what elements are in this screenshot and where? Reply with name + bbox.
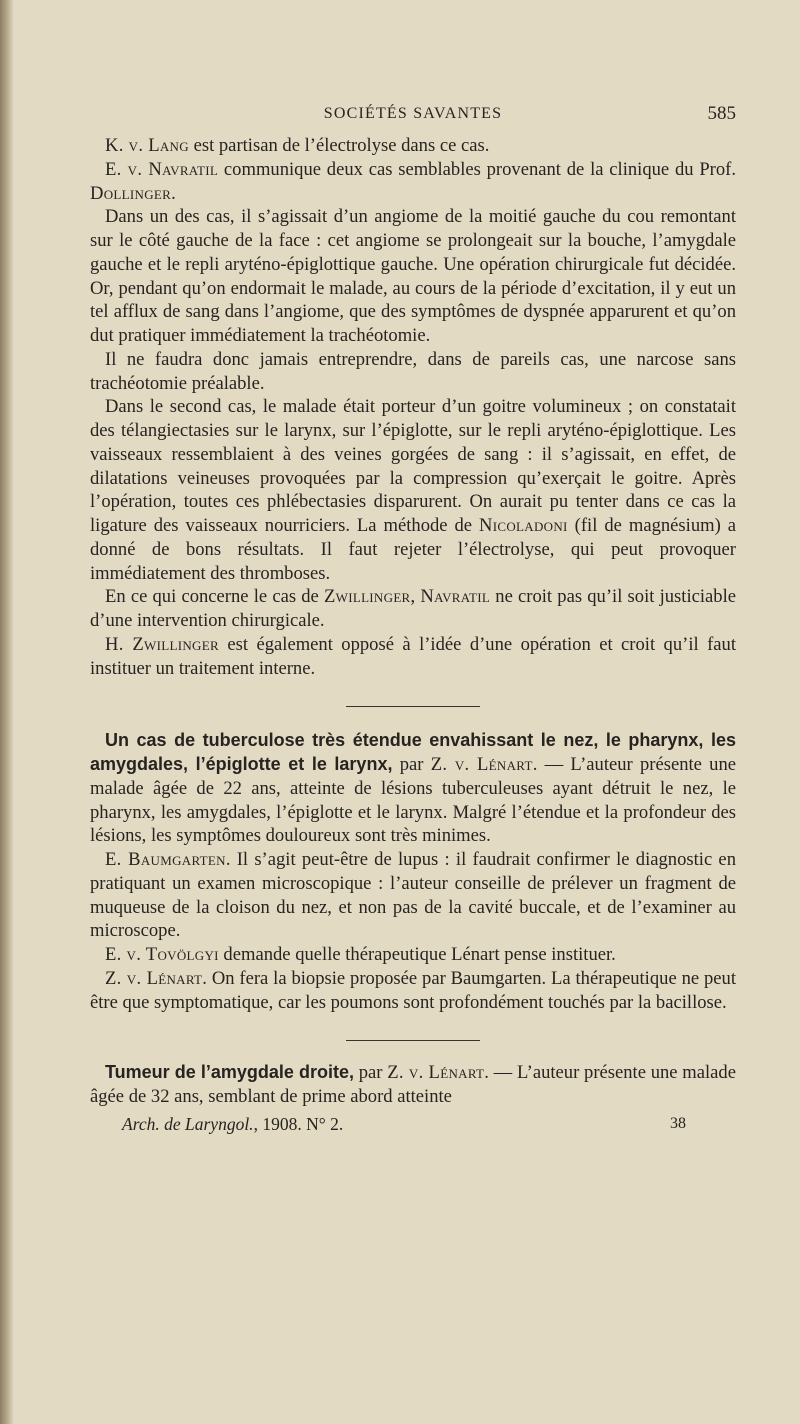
journal-citation bbox=[122, 1113, 343, 1135]
body-text bbox=[90, 134, 736, 1109]
page-footer bbox=[90, 1113, 736, 1139]
person-name: Navratil bbox=[420, 586, 491, 608]
paragraph-text: . Il s’agit peut-être de lupus : il faudrait confirmer le diagnostic en pratiquant un examen microscopique : l’auteur conseille de prélever un fragment de muqueuse de la cloison du nez, et non pas de la cavité buccale, et de l’examiner au microscope. bbox=[90, 849, 736, 942]
paragraph-text: demande quelle thérapeutique Lénart pense instituer. bbox=[218, 944, 616, 965]
person-name: Zwillinger bbox=[323, 586, 411, 608]
paragraph-text: (fil de magnésium) a donné de bons résultats. Il faut rejeter l’électrolyse, qui peut provoquer immédiatement des thromboses. bbox=[90, 515, 736, 584]
author-name: Z. v. Lénart bbox=[387, 1062, 485, 1084]
speaker-name: Z. v. Lénart bbox=[105, 967, 203, 989]
paragraph bbox=[90, 585, 736, 633]
paragraph-text: est également opposé à l’idée d’une opération et croit qu’il faut instituer un traitement interne. bbox=[90, 633, 737, 679]
paragraph-text: . — L’auteur présente une malade âgée de 22 ans, atteinte de lésions tuberculeuses ayant détruit le nez, le pharynx, les amygdales, l’épiglotte et le larynx. Malgré l’étendue et la profondeur des lésions, les symptômes douloureux sont très minimes. bbox=[90, 754, 736, 847]
running-title: SOCIÉTÉS SAVANTES bbox=[323, 105, 503, 122]
paragraph-text: communique deux cas semblables provenant de la clinique du Prof. bbox=[218, 158, 736, 180]
person-name: Nicoladoni bbox=[479, 515, 568, 536]
section-divider bbox=[346, 1040, 480, 1041]
paragraph-text: par bbox=[392, 754, 431, 775]
section-title: Tumeur de l’amygdale droite, bbox=[105, 1062, 354, 1083]
person-name: Dollinger bbox=[90, 182, 172, 204]
paragraph-text: , bbox=[410, 586, 421, 608]
section-title: Un cas de tuberculose très étendue envahissant le nez, le pharynx, les amygdales, l’épiglotte et le larynx, bbox=[90, 730, 736, 774]
journal-issue: , 1908. N° 2. bbox=[253, 1113, 344, 1134]
paragraph bbox=[90, 395, 736, 585]
page-edge-shadow bbox=[0, 0, 14, 1424]
speaker-name: H. Zwillinger bbox=[105, 633, 219, 655]
speaker-name: E. v. Tovölgyi bbox=[105, 944, 219, 965]
paragraph-text: ne croit pas qu’il soit justiciable d’une intervention chirurgicale. bbox=[90, 586, 736, 631]
paragraph bbox=[90, 158, 736, 206]
page bbox=[90, 100, 736, 1139]
journal-title: Arch. de Laryngol. bbox=[122, 1113, 254, 1134]
speaker-name: K. v. Lang bbox=[105, 135, 189, 156]
author-name: Z. v. Lénart bbox=[430, 754, 533, 775]
paragraph: Il ne faudra donc jamais entreprendre, dans de pareils cas, une narcose sans trachéotomie préalable. bbox=[90, 348, 736, 394]
paragraph bbox=[90, 134, 736, 158]
signature-number: 38 bbox=[670, 1114, 686, 1132]
speaker-name: E. v. Navratil bbox=[105, 158, 219, 180]
paragraph-text: . bbox=[171, 182, 176, 204]
paragraph-text: Dans le second cas, le malade était porteur d’un goitre volumineux ; on constatait des télangiectasies sur le larynx, sur l’épiglotte, sur le repli aryténo-épiglottique. Les vaisseaux ressemblaient à des veines gorgées de sang : il s’agissait, en effet, de dilatations veineuses provoquées par la compression qu’exerçait le goitre. Après l’opération, toutes ces phlébectasies disparurent. On aurait pu tenter dans ce cas la ligature des vaisseaux nourriciers. La méthode de bbox=[90, 396, 736, 536]
paragraph bbox=[90, 967, 736, 1015]
paragraph bbox=[90, 848, 736, 943]
paragraph-text: . On fera la biopsie proposée par Baumgarten. La thérapeutique ne peut être que symptomatique, car les poumons sont profondément touchés par la bacillose. bbox=[90, 967, 736, 1013]
paragraph-text: est partisan de l’électrolyse dans ce cas. bbox=[188, 135, 490, 156]
paragraph bbox=[90, 943, 736, 967]
paragraph-text: . — L’auteur présente une malade âgée de 32 ans, semblant de prime abord atteinte bbox=[90, 1062, 736, 1107]
speaker-name: E. Baumgarten bbox=[105, 849, 226, 870]
section-divider bbox=[346, 706, 480, 707]
page-number: 585 bbox=[707, 103, 736, 124]
paragraph bbox=[90, 633, 736, 681]
running-head bbox=[90, 100, 736, 134]
paragraph-text: En ce qui concerne le cas de bbox=[105, 586, 324, 608]
paragraph: Dans un des cas, il s’agissait d’un angiome de la moitié gauche du cou remontant sur le côté gauche de la face : cet angiome se prolongeait sur la bouche, l’amygdale gauche et le repli aryténo-épiglottique gauche. Une opération chirurgicale fut décidée. Or, pendant qu’on endormait le malade, au cours de la période d’excitation, il y eut un tel afflux de sang dans l’angiome, que des symptômes de dyspnée apparurent et qu’on dut pratiquer immédiatement la trachéotomie. bbox=[90, 206, 736, 346]
section-heading-paragraph bbox=[90, 729, 736, 848]
section-heading-paragraph bbox=[90, 1061, 736, 1109]
paragraph-text: par bbox=[354, 1062, 388, 1084]
